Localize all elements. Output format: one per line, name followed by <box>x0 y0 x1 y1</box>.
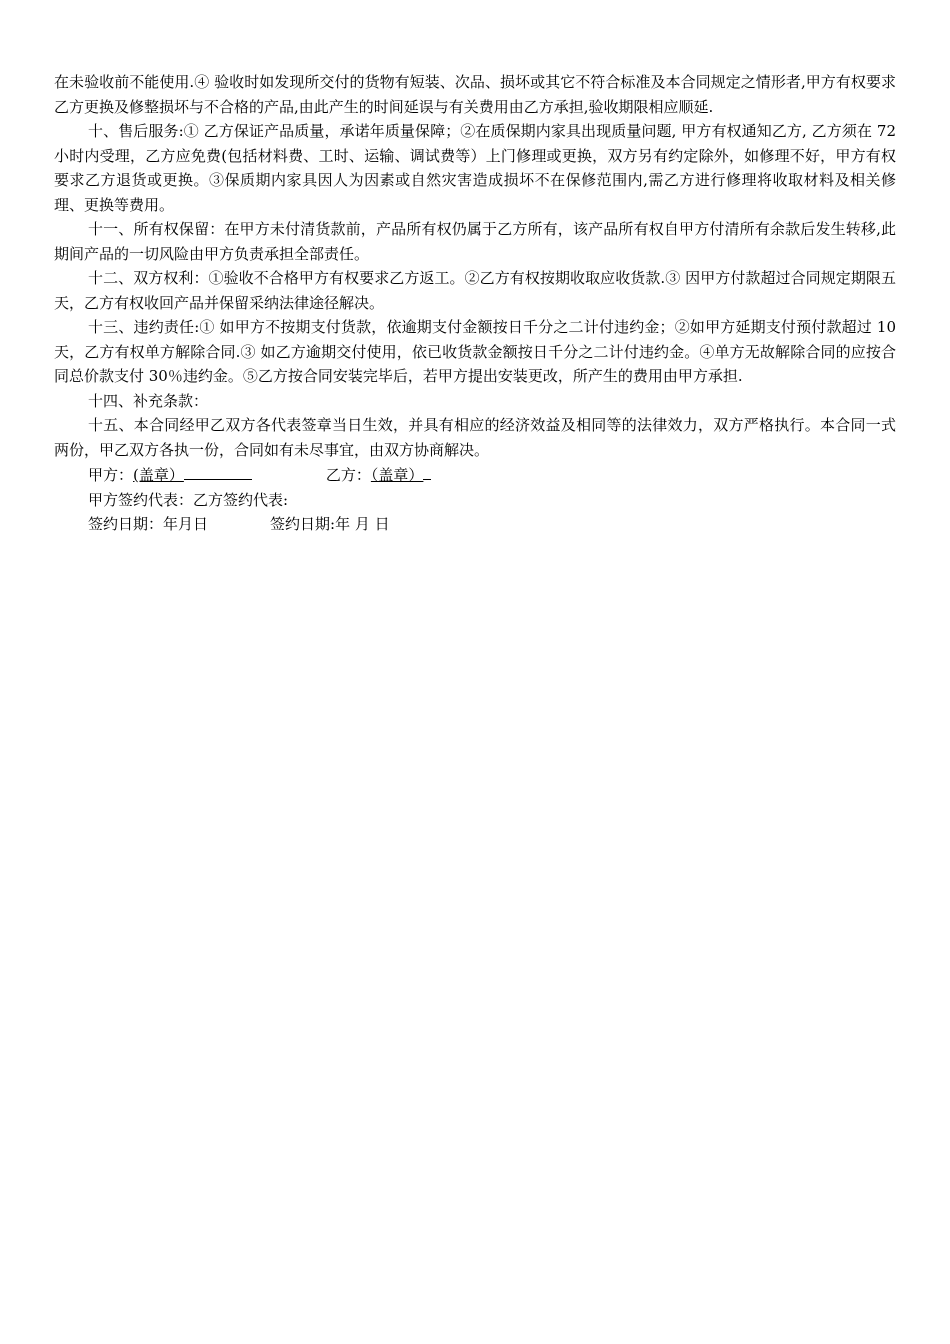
signing-date-b: 签约日期:年 月 日 <box>270 515 390 533</box>
party-b-label: 乙方： <box>325 466 371 484</box>
party-b-seal: （盖章） <box>370 466 424 484</box>
party-signature-line <box>54 462 896 488</box>
party-a-label: 甲方： <box>88 466 134 484</box>
clause-ownership-retention: 十一、所有权保留：在甲方未付清货款前，产品所有权仍属于乙方所有，该产品所有权自甲方付清所有余款后发生转移,此期间产品的一切风险由甲方负责承担全部责任。 <box>54 220 896 263</box>
clause-nine-continued: 在未验收前不能使用.④ 验收时如发现所交付的货物有短装、次品、损坏或其它不符合标准及本合同规定之情形者,甲方有权要求乙方更换及修整损坏与不合格的产品,由此产生的时间延误与有关费用由乙方承担,验收期限相应顺延. <box>54 73 896 116</box>
party-a-seal-underline <box>184 462 252 480</box>
clause-rights: 十二、双方权利：①验收不合格甲方有权要求乙方返工。②乙方有权按期收取应收货款.③ 因甲方付款超过合同规定期限五天，乙方有权收回产品并保留采纳法律途径解决。 <box>54 269 896 312</box>
clause-liability: 十三、违约责任:① 如甲方不按期支付货款，依逾期支付金额按日千分之二计付违约金；②如甲方延期支付预付款超过 10 天，乙方有权单方解除合同.③ 如乙方逾期交付使用，依已收货款金额按日千分之二计付违约金。④单方无故解除合同的应按合同总价款支付 30％违约金。⑤乙方按合同安装完毕后，若甲方提出安装更改，所产生的费用由甲方承担. <box>54 318 896 385</box>
representatives-line: 甲方签约代表：乙方签约代表: <box>88 490 289 509</box>
party-a-seal: (盖章） <box>133 466 184 484</box>
clause-effectiveness: 十五、本合同经甲乙双方各代表签章当日生效，并具有相应的经济效益及相同等的法律效力，双方严格执行。本合同一式两份，甲乙双方各执一份，合同如有未尽事宜，由双方协商解决。 <box>54 416 896 459</box>
clause-supplementary: 十四、补充条款： <box>88 391 209 410</box>
clause-after-sales-service: 十、售后服务:① 乙方保证产品质量，承诺年质量保障；②在质保期内家具出现质量问题, 甲方有权通知乙方, 乙方须在 72 小时内受理，乙方应免费(包括材料费、工时、运输、调试费等）上门修理或更换，双方另有约定除外，如修理不好，甲方有权要求乙方退货或更换。③保质期内家具因人为因素或自然灾害造成损坏不在保修范围内,需乙方进行修理将收取材料及相关修理、更换等费用。 <box>54 122 896 214</box>
signing-date-a: 签约日期：年月日 <box>88 515 209 533</box>
party-b-seal-underline <box>423 462 431 480</box>
contract-page <box>54 70 896 537</box>
signing-date-line <box>54 512 896 537</box>
